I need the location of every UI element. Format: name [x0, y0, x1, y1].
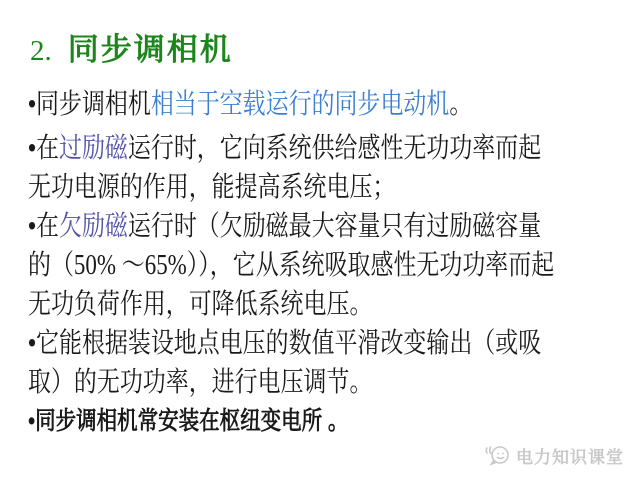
text-segment: ）），它从系统吸取感性无功功率而起	[186, 249, 555, 280]
text-line-bold	[28, 402, 554, 440]
text-segment-highlight: 欠励磁	[59, 210, 128, 241]
text-segment: •在	[28, 132, 60, 163]
text-segment-highlight: 相当于空载运行的同步电动机	[150, 88, 450, 119]
title-number: 2.	[30, 35, 52, 67]
text-segment: 运行时（欠励磁最大容量只有过励磁容量	[127, 210, 542, 241]
text-line	[28, 362, 554, 401]
text-line	[28, 323, 554, 362]
text-segment: 运行时，它向系统供给感性无功功率而起	[127, 132, 542, 163]
text-line	[28, 284, 554, 323]
watermark-label: 电力知识课堂	[516, 447, 624, 467]
text-segment-highlight: 过励磁	[59, 132, 128, 163]
text-line	[28, 245, 554, 284]
slide-title	[30, 24, 233, 69]
text-line	[28, 206, 554, 245]
text-segment: 的（	[28, 249, 74, 280]
title-text: 同步调相机	[67, 32, 233, 67]
text-segment-percentage: 50% ～65%	[73, 250, 187, 281]
text-segment: 无功电源的作用，能提高系统电压；	[28, 171, 396, 202]
text-segment: 无功负荷作用，可降低系统电压。	[28, 288, 373, 319]
watermark	[483, 442, 624, 468]
text-segment: •同步调相机常安装在枢纽变电所 。	[28, 407, 349, 435]
text-segment: •它能根据装设地点电压的数值平滑改变输出（或吸	[28, 327, 542, 358]
text-line	[28, 167, 554, 206]
text-segment: •在	[28, 210, 60, 241]
text-line	[28, 84, 554, 123]
text-segment: •同步调相机	[28, 88, 151, 119]
chat-bubble-face-icon	[483, 442, 511, 468]
text-line	[28, 128, 554, 167]
text-segment: 。	[449, 88, 473, 119]
text-segment: 取）的无功功率，进行电压调节。	[28, 366, 373, 397]
slide-body	[28, 84, 640, 440]
